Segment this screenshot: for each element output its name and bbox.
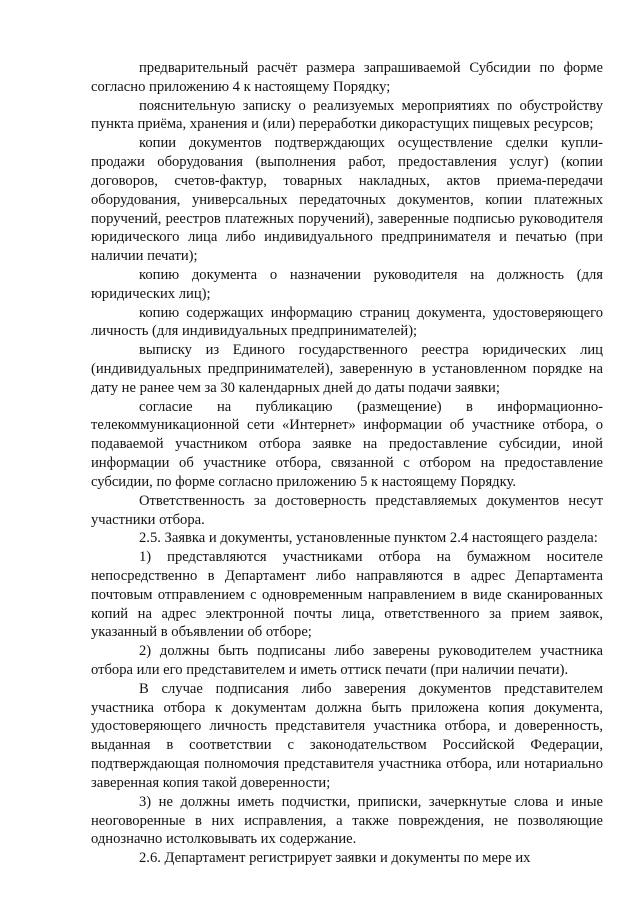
paragraph-registry-extract: выписку из Единого государственного реестра юридических лиц (индивидуальных предпринимателей), заверенную в установленном порядке на дату не ранее чем за 30 календарных дней до даты подачи заявки; bbox=[91, 342, 603, 396]
paragraph-publication-consent: согласие на публикацию (размещение) в информационно-телекоммуникационной сети «Интернет» информации об участнике отбора, о подаваемой участником отбора заявке на предоставление субсидии, иной информации об участнике отбора, связанной с отбором на предоставление субсидии, по форме согласно приложению 5 к настоящему Порядку. bbox=[91, 398, 603, 490]
paragraph-subsidy-calculation: предварительный расчёт размера запрашиваемой Субсидии по форме согласно приложению 4 к настоящему Порядку; bbox=[91, 60, 603, 95]
paragraph-director-appointment: копию документа о назначении руководителя на должность (для юридических лиц); bbox=[91, 266, 603, 302]
paragraph-responsibility: Ответственность за достоверность представляемых документов несут участники отбора. bbox=[91, 492, 603, 528]
paragraph-section-2-5: 2.5. Заявка и документы, установленные пунктом 2.4 настоящего раздела: bbox=[139, 530, 598, 547]
document-body bbox=[91, 59, 603, 868]
paragraph-explanatory-note: пояснительную записку о реализуемых мероприятиях по обустройству пункта приёма, хранения и (или) переработки дикорастущих пищевых ресурсов; bbox=[91, 97, 603, 133]
paragraph-item-1-submission: 1) представляются участниками отбора на бумажном носителе непосредственно в Департамент либо направляются в адрес Департамента почтовым отправлением с одновременным направлением в виде сканированных копий на адрес электронной почты лица, ответственного за прием заявок, указанный в объявлении об отборе; bbox=[91, 549, 603, 641]
paragraph-section-2-6: 2.6. Департамент регистрирует заявки и документы по мере их bbox=[139, 850, 531, 867]
paragraph-item-3-corrections: 3) не должны иметь подчистки, приписки, зачеркнутые слова и иные неоговоренные в них исправления, а также повреждения, не позволяющие однозначно истолковывать их содержание. bbox=[91, 793, 603, 848]
paragraph-identity-document: копию содержащих информацию страниц документа, удостоверяющего личность (для индивидуальных предпринимателей); bbox=[91, 304, 603, 340]
paragraph-item-2-signature: 2) должны быть подписаны либо заверены руководителем участника отбора или его представителем и иметь оттиск печати (при наличии печати). bbox=[91, 643, 603, 678]
paragraph-purchase-documents: копии документов подтверждающих осуществление сделки купли-продажи оборудования (выполнения работ, предоставления услуг) (копии договоров, счетов-фактур, товарных накладных, актов приема-передачи оборудования, универсальных передаточных документов, копии платежных поручений, реестров платежных поручений), заверенные подписью руководителя юридического лица либо индивидуального предпринимателя и печатью (при наличии печати); bbox=[91, 135, 603, 265]
paragraph-representative: В случае подписания либо заверения документов представителем участника отбора к документам должна быть приложена копия документа, удостоверяющего личность представителя участника отбора, и доверенность, выданная в соответствии с законодательством Российской Федерации, подтверждающая полномочия представителя участника отбора, или нотариально заверенная копия такой доверенности; bbox=[91, 680, 603, 791]
